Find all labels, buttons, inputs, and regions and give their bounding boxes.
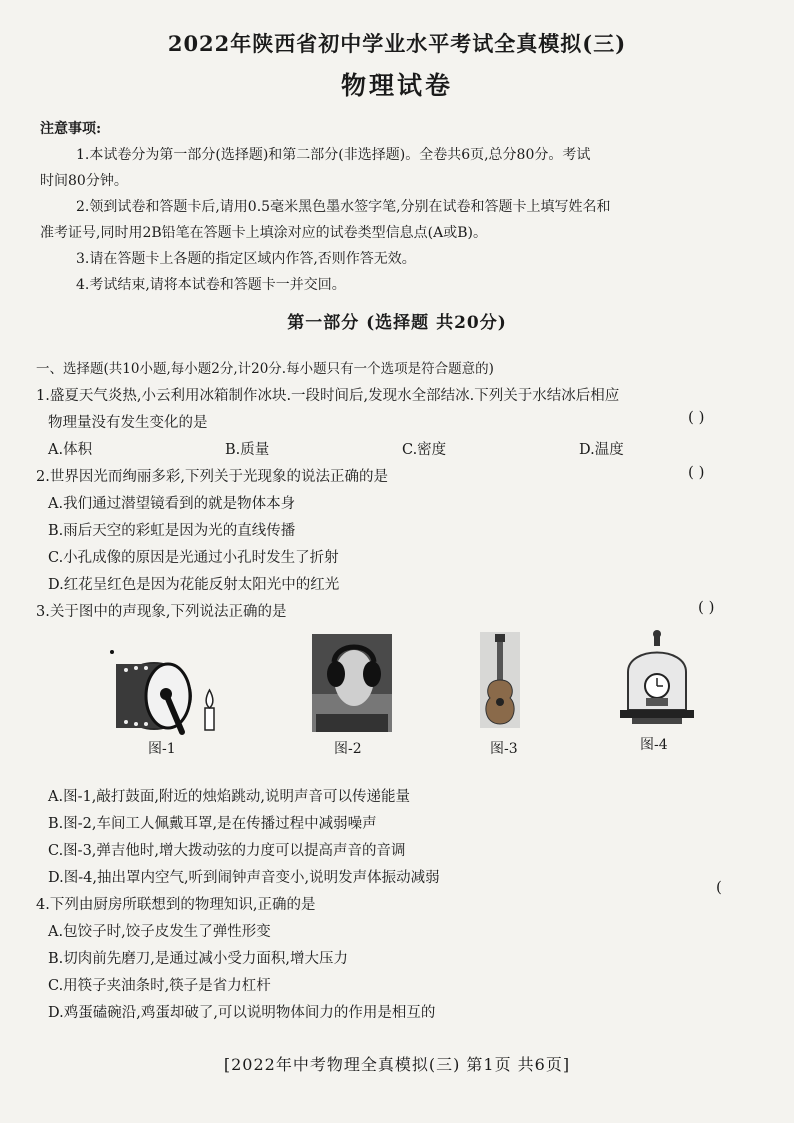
question-3-figures [0, 628, 794, 758]
drum-candle-figure [104, 646, 234, 741]
notice-item: 准考证号,同时用2B铅笔在答题卡上填涂对应的试卷类型信息点(A或B)。 [40, 225, 487, 241]
notice-item: 3.请在答题卡上各题的指定区域内作答,否则作答无效。 [76, 251, 416, 267]
question-3-answer-blank: ( ) [698, 598, 715, 616]
question-1-answer-blank: ( ) [688, 408, 705, 426]
question-3-option-b: B.图-2,车间工人佩戴耳罩,是在传播过程中减弱噪声 [48, 816, 377, 832]
question-4-option-d: D.鸡蛋磕碗沿,鸡蛋却破了,可以说明物体间力的作用是相互的 [48, 1005, 436, 1021]
question-2-option-d: D.红花呈红色是因为花能反射太阳光中的红光 [48, 577, 340, 593]
notice-block [40, 116, 740, 298]
figure-3-label: 图-3 [490, 741, 518, 757]
question-4-option-a: A.包饺子时,饺子皮发生了弹性形变 [48, 924, 271, 940]
question-3-stem: 3.关于图中的声现象,下列说法正确的是 [36, 604, 287, 620]
notice-item: 1.本试卷分为第一部分(选择题)和第二部分(非选择题)。全卷共6页,总分80分。考试 [76, 147, 591, 163]
figure-1-label: 图-1 [148, 741, 176, 757]
question-2-answer-blank: ( ) [688, 463, 705, 481]
figure-4-label: 图-4 [640, 737, 668, 753]
question-1-option-d: D.温度 [579, 442, 624, 458]
notice-item: 2.领到试卷和答题卡后,请用0.5毫米黑色墨水签字笔,分别在试卷和答题卡上填写姓名和 [76, 199, 611, 215]
question-1-stem-cont: 物理量没有发生变化的是 [48, 415, 208, 431]
exam-title: 2022年陕西省初中学业水平考试全真模拟(三) [167, 31, 627, 56]
question-1-option-a: A.体积 [48, 442, 93, 458]
question-2-stem: 2.世界因光而绚丽多彩,下列关于光现象的说法正确的是 [36, 469, 388, 485]
page-footer: [2022年中考物理全真模拟(三) 第1页 共6页] [223, 1055, 571, 1074]
question-3-option-c: C.图-3,弹吉他时,增大拨动弦的力度可以提高声音的音调 [48, 843, 406, 859]
question-1-options [36, 437, 756, 464]
question-2-option-c: C.小孔成像的原因是光通过小孔时发生了折射 [48, 550, 339, 566]
notice-item: 4.考试结束,请将本试卷和答题卡一并交回。 [76, 277, 346, 293]
question-2-option-a: A.我们通过潜望镜看到的就是物体本身 [48, 496, 296, 512]
notice-heading: 注意事项: [40, 121, 102, 137]
worker-earmuffs-figure [312, 634, 392, 732]
question-1-option-b: B.质量 [225, 442, 270, 458]
question-4-stem: 4.下列由厨房所联想到的物理知识,正确的是 [36, 897, 316, 913]
question-4-answer-blank: ( [716, 878, 722, 896]
section-instructions: 一、选择题(共10小题,每小题2分,计20分.每小题只有一个选项是符合题意的) [36, 361, 494, 377]
question-3-option-a: A.图-1,敲打鼓面,附近的烛焰跳动,说明声音可以传递能量 [48, 789, 411, 805]
figure-2-label: 图-2 [334, 741, 362, 757]
section-title: 第一部分 (选择题 共20分) [287, 313, 507, 333]
bell-jar-clock-figure [618, 628, 696, 730]
notice-item: 时间80分钟。 [40, 173, 128, 189]
question-2-option-b: B.雨后天空的彩虹是因为光的直线传播 [48, 523, 296, 539]
question-1-option-c: C.密度 [402, 442, 447, 458]
exam-subtitle: 物理试卷 [340, 71, 453, 100]
question-3-option-d: D.图-4,抽出罩内空气,听到闹钟声音变小,说明发声体振动减弱 [48, 870, 440, 886]
question-4-option-b: B.切肉前先磨刀,是通过减小受力面积,增大压力 [48, 951, 348, 967]
guitar-figure [480, 632, 520, 728]
question-1-stem: 1.盛夏天气炎热,小云利用冰箱制作冰块.一段时间后,发现水全部结冰.下列关于水结冰后相应 [36, 388, 620, 404]
question-4-option-c: C.用筷子夹油条时,筷子是省力杠杆 [48, 978, 271, 994]
